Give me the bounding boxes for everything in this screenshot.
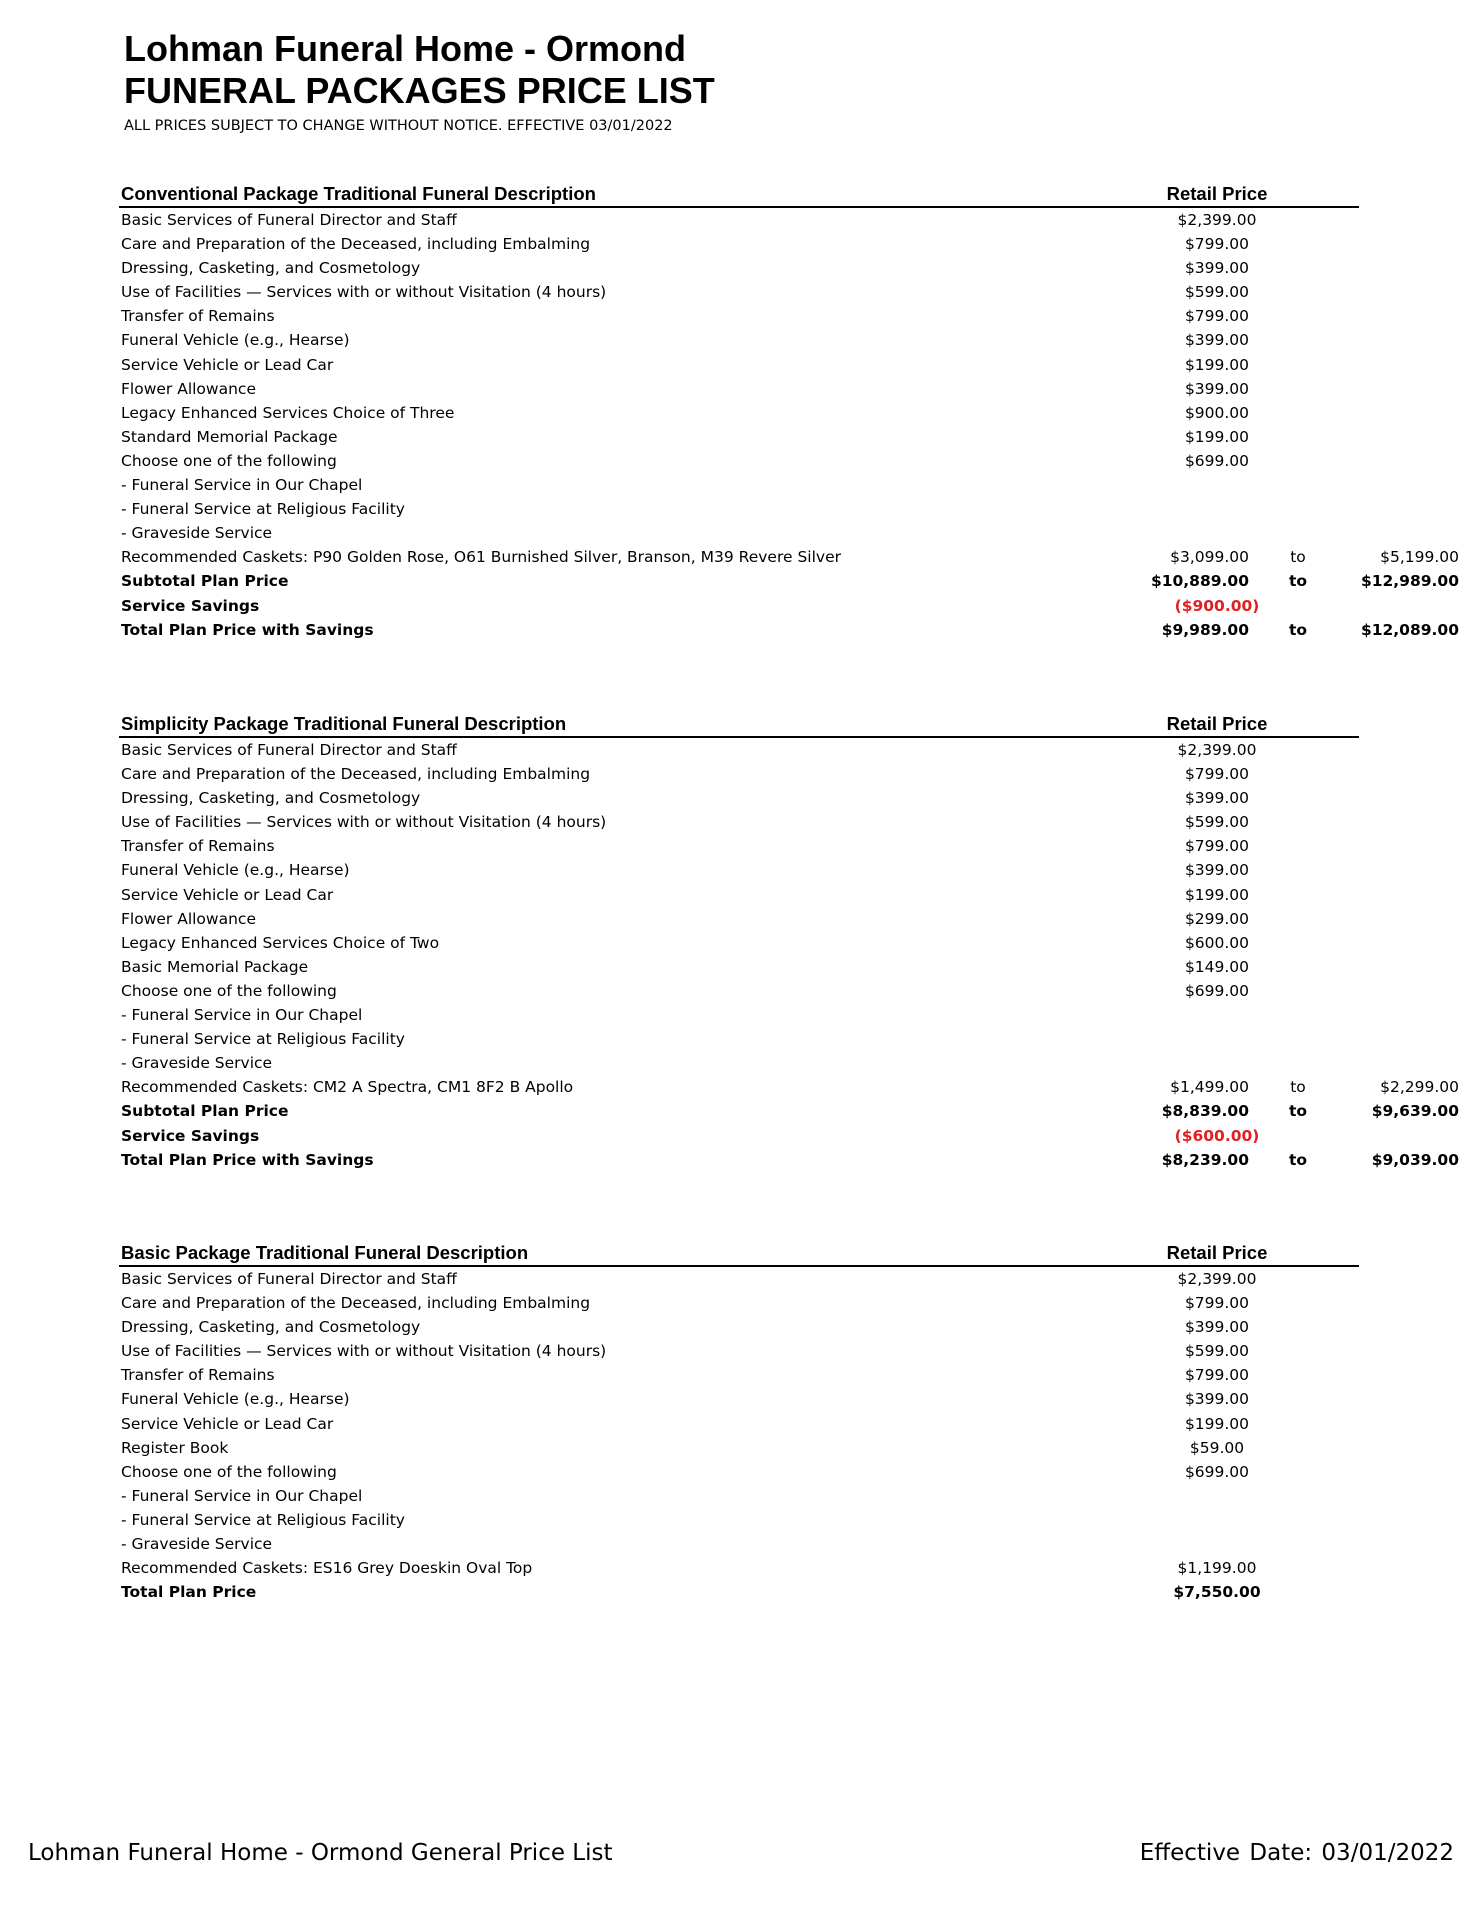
savings-amount: ($600.00) xyxy=(1174,1126,1260,1145)
price-low: $1,499.00 xyxy=(1170,1078,1249,1097)
item-price: $399.00 xyxy=(1184,861,1250,880)
subtotal-label: Subtotal Plan Price xyxy=(121,1102,289,1121)
item-price: $399.00 xyxy=(1184,1390,1250,1409)
line-item xyxy=(119,232,1359,256)
range-to: to xyxy=(1288,572,1308,591)
item-price: $900.00 xyxy=(1184,403,1250,422)
footer-effective-date: Effective Date: 03/01/2022 xyxy=(1139,1840,1454,1866)
item-description: Dressing, Casketing, and Cosmetology xyxy=(121,259,421,278)
price-high: $2,299.00 xyxy=(1380,1078,1459,1097)
item-price: $199.00 xyxy=(1184,355,1250,374)
total-row xyxy=(119,1148,1459,1172)
item-description: - Funeral Service at Religious Facility xyxy=(121,500,405,519)
conventional-package-section xyxy=(119,182,1459,642)
item-description: Service Vehicle or Lead Car xyxy=(121,885,334,904)
item-price: $2,399.00 xyxy=(1177,1270,1257,1288)
line-item xyxy=(119,1291,1359,1315)
caskets-row xyxy=(119,545,1459,569)
line-item xyxy=(119,786,1359,810)
item-price: $2,399.00 xyxy=(1177,211,1257,229)
item-description: Funeral Vehicle (e.g., Hearse) xyxy=(121,1390,350,1409)
savings-row xyxy=(119,1124,1359,1148)
price-high: $12,989.00 xyxy=(1360,572,1459,591)
line-item xyxy=(119,979,1359,1003)
line-item xyxy=(119,449,1359,473)
range-to: to xyxy=(1288,1150,1308,1169)
item-description: Flower Allowance xyxy=(121,909,256,928)
item-description: Care and Preparation of the Deceased, including Embalming xyxy=(121,235,591,254)
price-low: $10,889.00 xyxy=(1150,572,1249,591)
savings-label: Service Savings xyxy=(121,1126,260,1145)
line-item xyxy=(119,328,1359,352)
section-title: Conventional Package Traditional Funeral Description xyxy=(121,183,596,204)
item-description: Dressing, Casketing, and Cosmetology xyxy=(121,1318,421,1337)
line-item xyxy=(119,1436,1359,1460)
line-item xyxy=(119,1484,1359,1508)
total-price: $7,550.00 xyxy=(1173,1583,1261,1602)
item-description: Care and Preparation of the Deceased, including Embalming xyxy=(121,765,591,784)
line-item xyxy=(119,1051,1359,1075)
price-low: $3,099.00 xyxy=(1170,548,1249,567)
line-item xyxy=(119,1315,1359,1339)
item-description: Choose one of the following xyxy=(121,1462,337,1481)
item-price: $399.00 xyxy=(1184,1318,1250,1337)
line-item xyxy=(119,834,1359,858)
item-description: Legacy Enhanced Services Choice of Three xyxy=(121,403,455,422)
item-description: Funeral Vehicle (e.g., Hearse) xyxy=(121,331,350,350)
line-item xyxy=(119,1412,1359,1436)
line-item xyxy=(119,1460,1359,1484)
item-price: $599.00 xyxy=(1184,813,1250,832)
item-description: Legacy Enhanced Services Choice of Two xyxy=(121,933,440,952)
section-title: Simplicity Package Traditional Funeral Description xyxy=(121,713,567,734)
item-price: $799.00 xyxy=(1184,307,1250,326)
total-label: Total Plan Price with Savings xyxy=(121,1150,374,1169)
caskets-description: Recommended Caskets: P90 Golden Rose, O61 Burnished Silver, Branson, M39 Revere Silver xyxy=(121,548,841,567)
section-header xyxy=(119,712,1359,738)
line-item xyxy=(119,1363,1359,1387)
savings-row xyxy=(119,594,1359,618)
line-item xyxy=(119,401,1359,425)
retail-price-header: Retail Price xyxy=(1166,1242,1268,1263)
line-item xyxy=(119,473,1359,497)
line-item xyxy=(119,377,1359,401)
price-notice: ALL PRICES SUBJECT TO CHANGE WITHOUT NOTICE. EFFECTIVE 03/01/2022 xyxy=(124,118,673,134)
range-to: to xyxy=(1290,548,1306,567)
line-item xyxy=(119,256,1359,280)
item-description: Transfer of Remains xyxy=(121,307,275,326)
item-price: $199.00 xyxy=(1184,427,1250,446)
line-item xyxy=(119,1508,1359,1532)
item-description: - Funeral Service in Our Chapel xyxy=(121,1486,363,1505)
item-price: $59.00 xyxy=(1189,1438,1245,1457)
section-header xyxy=(119,182,1359,208)
item-description: - Graveside Service xyxy=(121,1054,273,1073)
item-price: $799.00 xyxy=(1184,1294,1250,1313)
item-price: $799.00 xyxy=(1184,765,1250,784)
item-description: - Graveside Service xyxy=(121,1535,273,1554)
item-price: $399.00 xyxy=(1184,331,1250,350)
item-description: Use of Facilities — Services with or without Visitation (4 hours) xyxy=(121,1342,607,1361)
item-price: $799.00 xyxy=(1184,837,1250,856)
line-item xyxy=(119,907,1359,931)
item-price: $799.00 xyxy=(1184,1366,1250,1385)
line-item xyxy=(119,425,1359,449)
item-description: - Funeral Service in Our Chapel xyxy=(121,476,363,495)
item-price: $699.00 xyxy=(1184,451,1250,470)
caskets-row xyxy=(119,1556,1359,1580)
price-low: $9,989.00 xyxy=(1161,620,1249,639)
line-item xyxy=(119,955,1359,979)
item-description: Choose one of the following xyxy=(121,451,337,470)
item-description: Standard Memorial Package xyxy=(121,427,338,446)
item-description: Transfer of Remains xyxy=(121,837,275,856)
line-item xyxy=(119,304,1359,328)
item-price: $799.00 xyxy=(1184,235,1250,254)
item-price: $399.00 xyxy=(1184,259,1250,278)
retail-price-header: Retail Price xyxy=(1166,183,1268,204)
item-price: $299.00 xyxy=(1184,909,1250,928)
item-description: - Funeral Service at Religious Facility xyxy=(121,1510,405,1529)
subtotal-label: Subtotal Plan Price xyxy=(121,572,289,591)
item-description: Funeral Vehicle (e.g., Hearse) xyxy=(121,861,350,880)
item-price: $399.00 xyxy=(1184,379,1250,398)
line-item xyxy=(119,858,1359,882)
item-description: Transfer of Remains xyxy=(121,1366,275,1385)
line-item xyxy=(119,280,1359,304)
line-item xyxy=(119,1387,1359,1411)
item-description: Service Vehicle or Lead Car xyxy=(121,355,334,374)
document-header xyxy=(124,28,715,134)
simplicity-package-section xyxy=(119,712,1459,1172)
price-high: $5,199.00 xyxy=(1380,548,1459,567)
footer-document-name: Lohman Funeral Home - Ormond General Price List xyxy=(28,1840,613,1866)
item-description: - Funeral Service in Our Chapel xyxy=(121,1006,363,1025)
section-header xyxy=(119,1241,1359,1267)
item-description: Basic Services of Funeral Director and Staff xyxy=(121,1270,457,1288)
caskets-row xyxy=(119,1075,1459,1099)
line-item xyxy=(119,738,1359,762)
item-description: Use of Facilities — Services with or without Visitation (4 hours) xyxy=(121,283,607,302)
item-description: Dressing, Casketing, and Cosmetology xyxy=(121,789,421,808)
item-description: Basic Services of Funeral Director and Staff xyxy=(121,211,457,229)
page-title: Lohman Funeral Home - Ormond xyxy=(124,28,687,69)
item-price: $199.00 xyxy=(1184,1414,1250,1433)
total-row xyxy=(119,618,1459,642)
item-price: $699.00 xyxy=(1184,1462,1250,1481)
savings-amount: ($900.00) xyxy=(1174,596,1260,615)
item-description: Service Vehicle or Lead Car xyxy=(121,1414,334,1433)
item-description: Choose one of the following xyxy=(121,981,337,1000)
item-description: Basic Memorial Package xyxy=(121,957,309,976)
item-price: $199.00 xyxy=(1184,885,1250,904)
line-item xyxy=(119,931,1359,955)
subtotal-row xyxy=(119,569,1459,593)
total-label: Total Plan Price with Savings xyxy=(121,620,374,639)
caskets-description: Recommended Caskets: ES16 Grey Doeskin Oval Top xyxy=(121,1559,533,1578)
item-price: $699.00 xyxy=(1184,981,1250,1000)
line-item xyxy=(119,521,1359,545)
item-description: Use of Facilities — Services with or without Visitation (4 hours) xyxy=(121,813,607,832)
line-item xyxy=(119,353,1359,377)
total-label: Total Plan Price xyxy=(121,1583,257,1602)
price-high: $9,039.00 xyxy=(1371,1150,1459,1169)
retail-price-header: Retail Price xyxy=(1166,713,1268,734)
subtotal-row xyxy=(119,1099,1459,1123)
item-description: Care and Preparation of the Deceased, including Embalming xyxy=(121,1294,591,1313)
item-description: Basic Services of Funeral Director and Staff xyxy=(121,741,457,759)
total-row xyxy=(119,1580,1359,1604)
line-item xyxy=(119,1267,1359,1291)
line-item xyxy=(119,762,1359,786)
line-item xyxy=(119,1339,1359,1363)
item-price: $599.00 xyxy=(1184,283,1250,302)
item-price: $149.00 xyxy=(1184,957,1250,976)
basic-package-section xyxy=(119,1241,1359,1604)
line-item xyxy=(119,810,1359,834)
line-item xyxy=(119,208,1359,232)
line-item xyxy=(119,883,1359,907)
price-high: $9,639.00 xyxy=(1371,1102,1459,1121)
line-item xyxy=(119,1003,1359,1027)
item-price: $599.00 xyxy=(1184,1342,1250,1361)
item-description: - Graveside Service xyxy=(121,524,273,543)
price-low: $8,839.00 xyxy=(1161,1102,1249,1121)
page-subtitle: FUNERAL PACKAGES PRICE LIST xyxy=(124,70,715,111)
range-to: to xyxy=(1288,1102,1308,1121)
item-price: $2,399.00 xyxy=(1177,741,1257,759)
line-item xyxy=(119,1532,1359,1556)
item-price: $600.00 xyxy=(1184,933,1250,952)
savings-label: Service Savings xyxy=(121,596,260,615)
price-high: $12,089.00 xyxy=(1360,620,1459,639)
item-description: Flower Allowance xyxy=(121,379,256,398)
section-title: Basic Package Traditional Funeral Description xyxy=(121,1242,529,1263)
range-to: to xyxy=(1288,620,1308,639)
price-low: $8,239.00 xyxy=(1161,1150,1249,1169)
item-price: $399.00 xyxy=(1184,789,1250,808)
item-description: Register Book xyxy=(121,1438,229,1457)
caskets-description: Recommended Caskets: CM2 A Spectra, CM1 8F2 B Apollo xyxy=(121,1078,574,1097)
item-description: - Funeral Service at Religious Facility xyxy=(121,1030,405,1049)
line-item xyxy=(119,497,1359,521)
range-to: to xyxy=(1290,1078,1306,1097)
line-item xyxy=(119,1027,1359,1051)
item-price: $1,199.00 xyxy=(1177,1559,1257,1578)
